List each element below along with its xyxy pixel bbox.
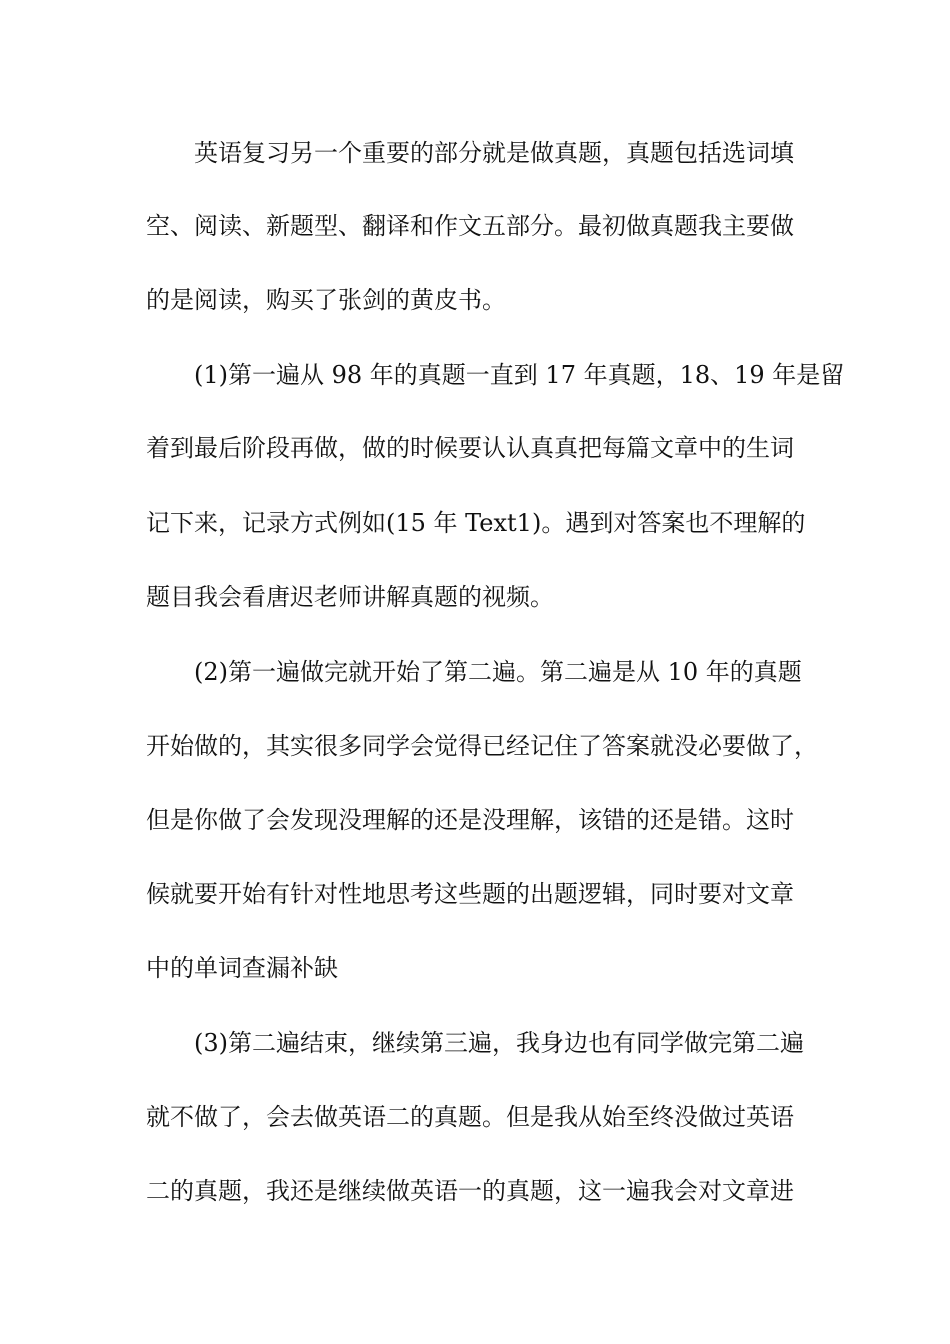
paragraph-2-line-3: 记下来，记录方式例如(15 年 Text1)。遇到对答案也不理解的 [146,509,806,537]
paragraph-2-line-2: 着到最后阶段再做，做的时候要认认真真把每篇文章中的生词 [146,434,794,462]
paragraph-3-line-5: 中的单词查漏补缺 [146,954,338,982]
paragraph-3-line-3: 但是你做了会发现没理解的还是没理解，该错的还是错。这时 [146,806,794,834]
paragraph-4-line-1: (3)第二遍结束，继续第三遍，我身边也有同学做完第二遍 [194,1029,804,1057]
paragraph-1-line-3: 的是阅读，购买了张剑的黄皮书。 [146,286,506,314]
paragraph-4-line-2: 就不做了，会去做英语二的真题。但是我从始至终没做过英语 [146,1103,794,1131]
paragraph-3-line-2: 开始做的，其实很多同学会觉得已经记住了答案就没必要做了， [146,732,818,760]
paragraph-1-line-1: 英语复习另一个重要的部分就是做真题，真题包括选词填 [194,139,794,167]
paragraph-1-line-2: 空、阅读、新题型、翻译和作文五部分。最初做真题我主要做 [146,212,794,240]
paragraph-2-line-1: (1)第一遍从 98 年的真题一直到 17 年真题，18、19 年是留 [194,361,845,389]
paragraph-4-line-3: 二的真题，我还是继续做英语一的真题，这一遍我会对文章进 [146,1177,794,1205]
paragraph-3-line-1: (2)第一遍做完就开始了第二遍。第二遍是从 10 年的真题 [194,658,802,686]
paragraph-3-line-4: 候就要开始有针对性地思考这些题的出题逻辑，同时要对文章 [146,880,794,908]
paragraph-2-line-4: 题目我会看唐迟老师讲解真题的视频。 [146,583,554,611]
